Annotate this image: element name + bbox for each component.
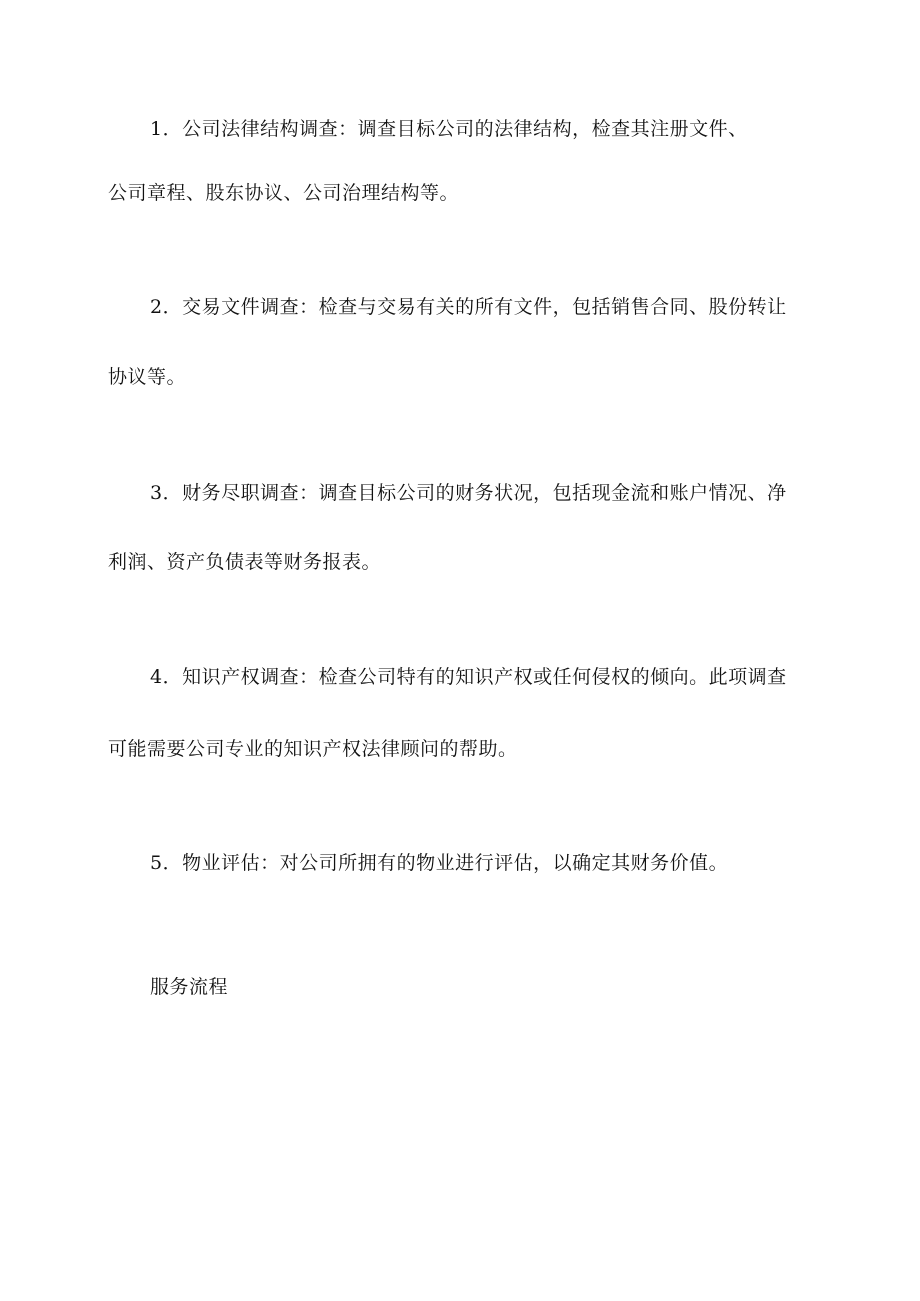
item-3-line-1: 3．财务尽职调查：调查目标公司的财务状况，包括现金流和账户情况、净 <box>150 482 787 504</box>
item-4-line-1: 4．知识产权调查：检查公司特有的知识产权或任何侵权的倾向。此项调查 <box>150 666 787 688</box>
item-1-line-2: 公司章程、股东协议、公司治理结构等。 <box>108 182 460 204</box>
item-5-line-1: 5．物业评估：对公司所拥有的物业进行评估，以确定其财务价值。 <box>150 852 729 874</box>
item-4-line-2: 可能需要公司专业的知识产权法律顾问的帮助。 <box>108 738 518 760</box>
item-3-line-2: 利润、资产负债表等财务报表。 <box>108 551 382 573</box>
item-1-line-1: 1．公司法律结构调查：调查目标公司的法律结构，检查其注册文件、 <box>150 118 748 140</box>
item-2-line-1: 2．交易文件调查：检查与交易有关的所有文件，包括销售合同、股份转让 <box>150 296 787 318</box>
item-2-line-2: 协议等。 <box>108 366 187 388</box>
section-heading: 服务流程 <box>150 976 229 998</box>
